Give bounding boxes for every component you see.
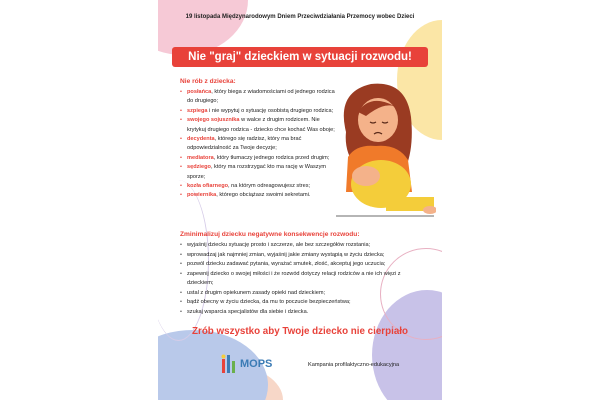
- list-item: • pozwól dziecku zadawać pytania, wyrażać smutek, złość, akceptuj jego uczucia;: [180, 260, 412, 270]
- poster-title: Nie "graj" dzieckiem w sytuacji rozwodu!: [188, 51, 412, 63]
- list-item: • decydenta, którego się radzisz, który ma brać odpowiedzialność za Twoje decyzje;: [180, 135, 340, 154]
- list-item: • sędziego, który ma rozstrzygać kto ma rację w Waszym sporze;: [180, 163, 340, 182]
- list-item: • szpiega i nie wypytuj o sytuację osobistą drugiego rodzica;: [180, 107, 340, 116]
- mops-emblem-icon: [221, 353, 237, 375]
- list-item: • posłańca, który biega z wiadomościami od jednego rodzica do drugiego;: [180, 88, 340, 107]
- list-item: • mediatora, który tłumaczy jednego rodzica przed drugim;: [180, 154, 340, 163]
- logo-text: MOPS: [240, 357, 273, 370]
- poster-title-banner: [172, 47, 428, 67]
- campaign-date-line: 19 listopada Międzynarodowym Dniem Przeciwdziałania Przemocy wobec Dzieci: [185, 14, 415, 20]
- list-item: • ustal z drugim opiekunem zasady opieki nad dzieckiem;: [180, 289, 412, 299]
- minimize-section-heading: Zminimalizuj dziecku negatywne konsekwencje rozwodu:: [180, 231, 360, 238]
- list-item: • powiernika, którego obciążasz swoimi sekretami.: [180, 191, 340, 200]
- list-item: • wyjaśnij dziecku sytuację prosto i szczerze, ale bez szczegółów rozstania;: [180, 241, 412, 251]
- list-item: • swojego sojusznika w walce z drugim rodzicem. Nie krytykuj drugiego rodzica - dziecko chce kochać Was oboje;: [180, 116, 340, 135]
- list-item: • wprowadzaj jak najmniej zmian, wyjaśnij jakie zmiany wystąpią w życiu dziecka;: [180, 251, 412, 261]
- mops-logo: [221, 352, 301, 376]
- list-item: • bądź obecny w życiu dziecka, da mu to poczucie bezpieczeństwa;: [180, 298, 412, 308]
- campaign-label: Kampania profilaktyczno-edukacyjna: [308, 362, 400, 368]
- list-item: • zapewnij dziecko o swojej miłości i że rozwód dotyczy relacji rodziców a nie ich więzi z dzieckiem;: [180, 270, 412, 289]
- poster: [158, 0, 442, 400]
- list-item: • kozła ofiarnego, na którym odreagowujesz stres;: [180, 182, 340, 191]
- slogan: Zrób wszystko aby Twoje dziecko nie cierpiało: [192, 326, 408, 337]
- dont-list: [180, 88, 340, 201]
- minimize-list: [180, 241, 412, 317]
- dont-section-heading: Nie rób z dziecka:: [180, 78, 236, 85]
- list-item: • szukaj wsparcia specjalistów dla siebie i dziecka.: [180, 308, 412, 318]
- sad-girl-illustration: [326, 72, 436, 222]
